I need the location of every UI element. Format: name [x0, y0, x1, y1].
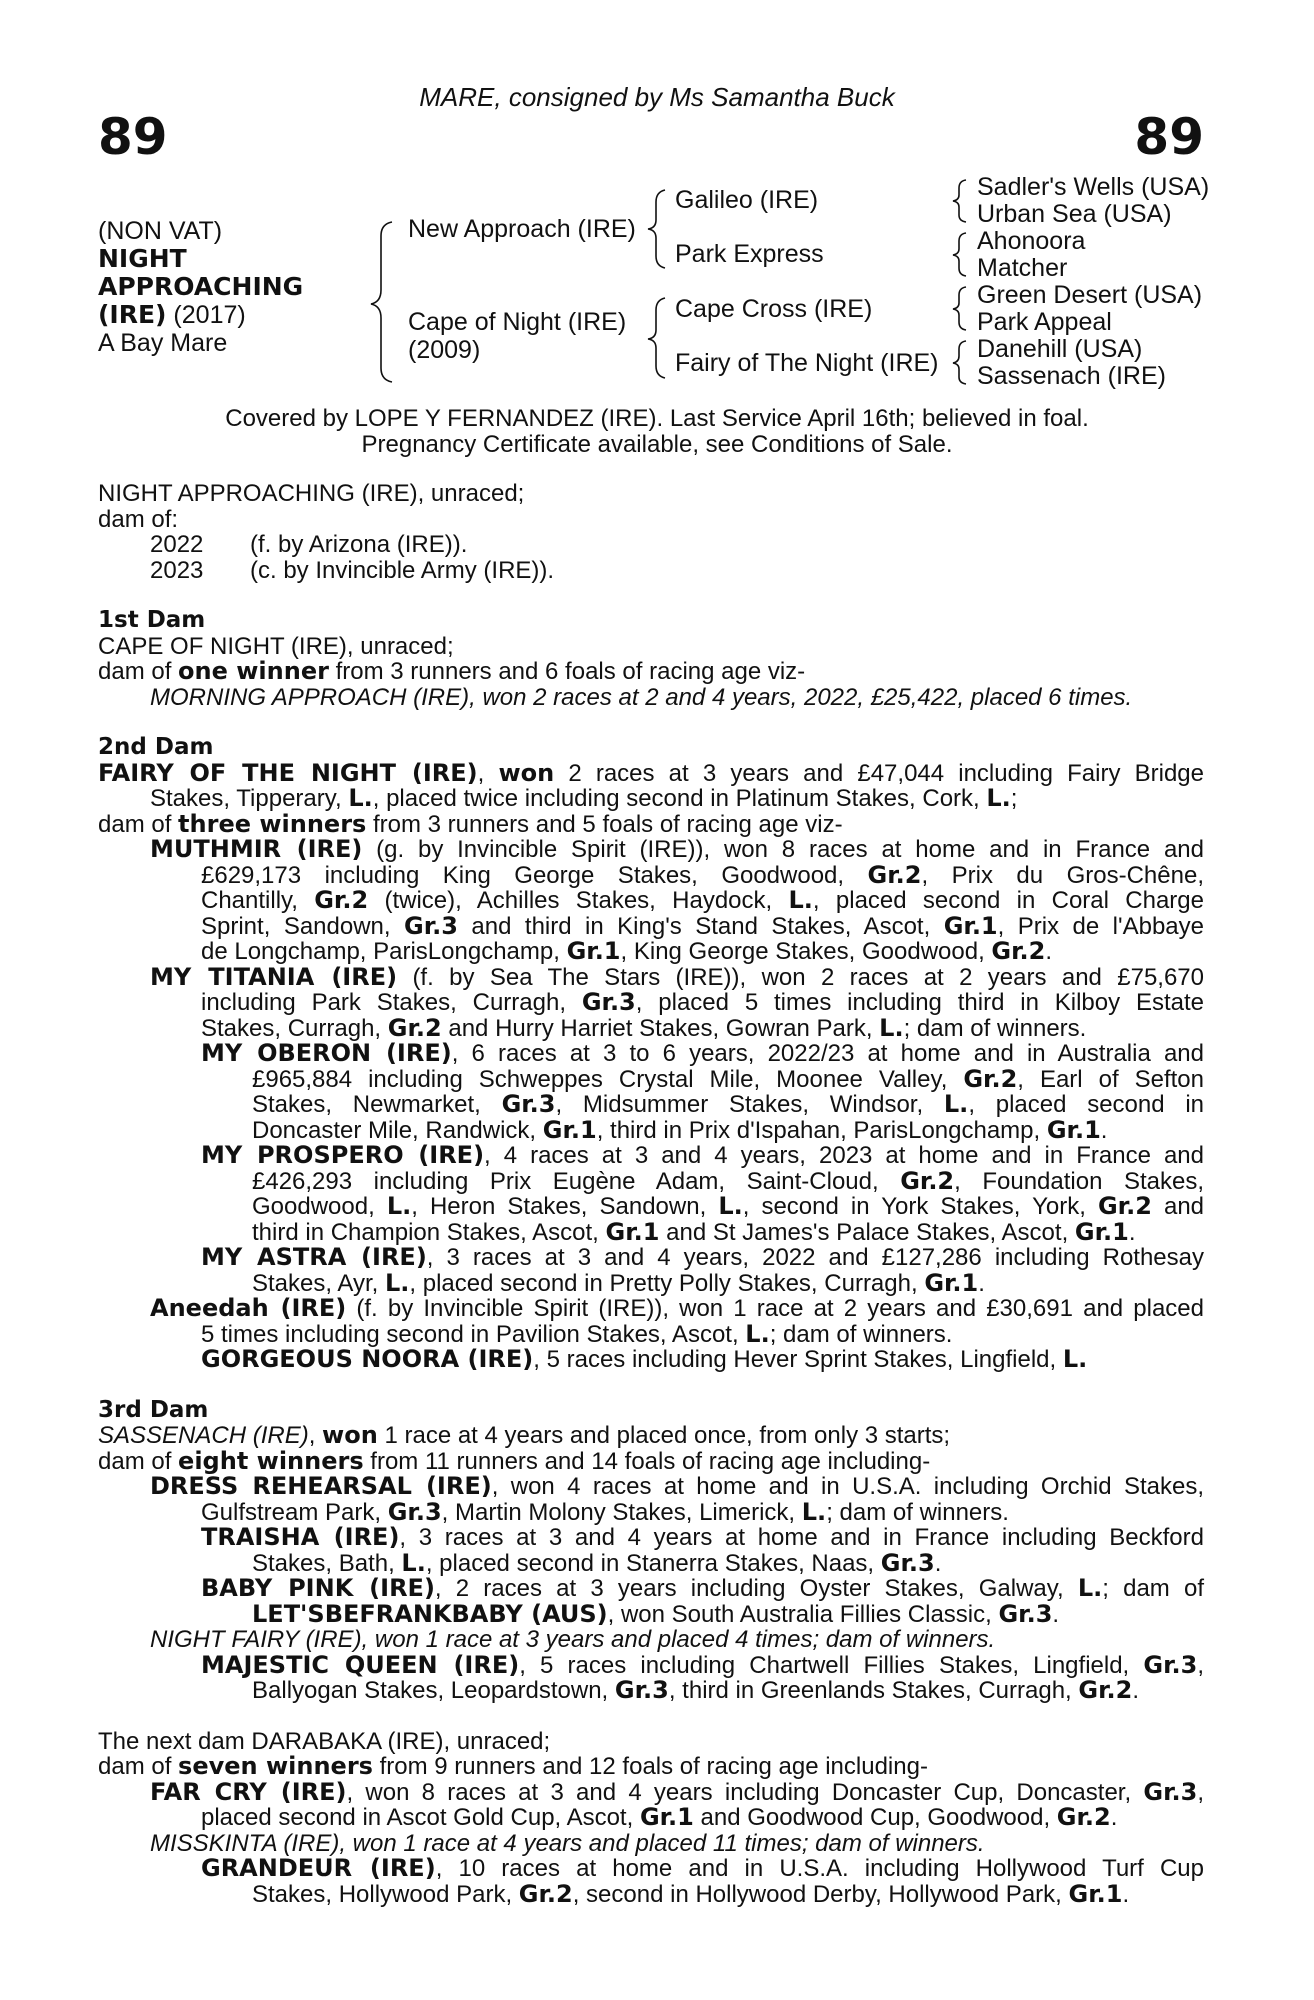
bold-text: GRANDEUR (IRE) — [201, 1854, 436, 1882]
text-segment: and Hurry Harriet Stakes, Gowran Park, — [441, 1014, 880, 1042]
bold-text: Gr.2 — [991, 937, 1046, 965]
next-dam-line: The next dam DARABAKA (IRE), unraced; — [98, 1727, 551, 1755]
text-segment: dam of — [98, 1753, 179, 1780]
text-segment: from 11 runners and 14 foals of racing age including- — [363, 1447, 931, 1475]
text-segment: , 5 races including Hever Sprint Stakes, Lingfield, — [533, 1346, 1063, 1373]
sd-sire: Ahonoora — [977, 227, 1086, 255]
text-segment: , Prix de l'Abbaye — [997, 912, 1204, 940]
bold-text: L. — [788, 886, 813, 914]
dam: Cape of Night (IRE) — [408, 308, 627, 336]
text-segment: third in Champion Stakes, Ascot, — [252, 1218, 606, 1246]
text-segment: from 3 runners and 5 foals of racing age viz- — [366, 810, 843, 838]
produce-entry — [98, 1041, 1204, 1067]
first-dam-line: CAPE OF NIGHT (IRE), unraced; — [98, 632, 454, 660]
produce-entry: NIGHT FAIRY (IRE), won 1 race at 3 years and placed 4 times; dam of winners. — [150, 1626, 996, 1653]
bold-text: MY OBERON (IRE) — [201, 1039, 452, 1067]
bold-text: Gr.1 — [943, 911, 998, 940]
text-segment: (f. by Sea The Stars (IRE)), won 2 races at 2 years and £75,670 — [397, 963, 1205, 991]
text-segment: , Midsummer Stakes, Windsor, — [555, 1091, 944, 1118]
text-segment: Gulfstream Park, — [201, 1498, 388, 1526]
text-segment: , Foundation Stakes, — [954, 1167, 1204, 1195]
text-segment: (twice), Achilles Stakes, Haydock, — [368, 887, 789, 914]
ds-sire: Green Desert (USA) — [977, 281, 1203, 309]
text-segment: Ballyogan Stakes, Leopardstown, — [252, 1677, 615, 1704]
first-dam-produce: MORNING APPROACH (IRE), won 2 races at 2 and 4 years, 2022, £25,422, placed 6 times. — [150, 683, 1133, 711]
bold-text: TRAISHA (IRE) — [201, 1523, 400, 1551]
produce-entry-cont — [98, 1678, 1204, 1704]
sd-dam: Matcher — [977, 254, 1068, 282]
produce-entry — [98, 1143, 1204, 1169]
text-segment: £426,293 including Prix Eugène Adam, Saint-Cloud, — [252, 1167, 901, 1195]
text-segment: . — [934, 1549, 942, 1577]
text-segment: Stakes, Curragh, — [201, 1014, 388, 1042]
text-segment: ; dam of — [1102, 1575, 1204, 1602]
bold-text: one winner — [178, 657, 329, 685]
text-segment: , 2 races at 3 years including Oyster Stakes, Galway, — [434, 1575, 1078, 1602]
produce-entry-cont — [98, 1497, 1204, 1526]
text-segment: Doncaster Mile, Randwick, — [252, 1116, 543, 1144]
text-segment: and third in King's Stand Stakes, Ascot, — [457, 912, 944, 940]
ds-dam: Park Appeal — [977, 308, 1112, 336]
bold-text: Gr.1 — [1074, 1217, 1129, 1246]
produce-entry-cont — [98, 990, 1204, 1016]
bold-text: Gr.1 — [605, 1217, 660, 1246]
text-segment: from 3 runners and 6 foals of racing age viz- — [328, 658, 806, 685]
next-dam-line — [98, 1754, 1204, 1780]
produce-entry-cont — [98, 888, 1204, 914]
produce-entry-cont — [98, 860, 1204, 889]
text-segment: dam of — [98, 810, 179, 838]
bold-text: Gr.2 — [1097, 1192, 1152, 1220]
produce-entry-cont — [98, 1166, 1204, 1195]
bold-text: L. — [718, 1192, 743, 1220]
text-segment: 1 race at 4 years and placed once, from only 3 starts; — [377, 1422, 951, 1449]
produce-entry-cont — [98, 1092, 1204, 1118]
bold-text: LET'SBEFRANKBABY (AUS) — [252, 1599, 608, 1628]
bold-text: L. — [745, 1319, 770, 1348]
produce-entry — [98, 1777, 1204, 1806]
text-segment: and St James's Palace Stakes, Ascot, — [659, 1218, 1075, 1246]
dam-sire: Cape Cross (IRE) — [675, 295, 873, 323]
foaling-year: (2017) — [166, 301, 246, 329]
text-segment: (f. by Invincible Spirit (IRE)), won 1 race at 2 years and £30,691 and placed — [346, 1295, 1204, 1322]
produce-row — [98, 532, 1204, 558]
text-segment: . — [1100, 1116, 1108, 1144]
bold-text: L. — [384, 1268, 410, 1297]
text-segment: , — [477, 759, 499, 787]
text-segment: , 4 races at 3 and 4 years, 2023 at home and in France and — [484, 1142, 1204, 1169]
text-segment: , — [308, 1422, 323, 1449]
bold-text: Gr.2 — [963, 1064, 1018, 1093]
text-segment: , placed second in — [968, 1091, 1205, 1118]
text-segment: , 3 races at 3 and 4 years at home and in France including Beckford — [399, 1524, 1204, 1551]
text-segment: Stakes, Newmarket, — [252, 1091, 502, 1118]
bold-text: Gr.1 — [924, 1268, 979, 1297]
text-segment: , 3 races at 3 and 4 years, 2022 and £127,286 including Rothesay — [426, 1244, 1204, 1271]
horse-name-line-1: NIGHT — [98, 244, 187, 273]
text-segment: and Goodwood Cup, Goodwood, — [693, 1804, 1057, 1831]
produce-entry — [98, 837, 1204, 863]
bold-text: L. — [386, 1192, 412, 1220]
produce-entry — [98, 1474, 1204, 1500]
bold-text: L. — [986, 784, 1011, 812]
text-segment: . — [1132, 1677, 1139, 1704]
covered-line-2: Pregnancy Certificate available, see Conditions of Sale. — [361, 431, 953, 458]
third-dam-line — [98, 1446, 1204, 1475]
bold-text: Gr.1 — [542, 1115, 597, 1144]
text-segment: Goodwood, — [252, 1193, 387, 1220]
bold-text: L. — [348, 784, 373, 812]
text-segment: Chantilly, — [201, 887, 315, 914]
produce-entry-cont — [98, 1115, 1204, 1144]
produce-entry-cont — [98, 1879, 1204, 1908]
text-segment: . — [1122, 1880, 1130, 1908]
produce-entry-cont — [98, 911, 1204, 940]
text-segment: . — [1045, 938, 1053, 965]
bold-text: Gr.2 — [314, 886, 369, 914]
text-segment: dam of — [98, 1447, 179, 1475]
horse-description: A Bay Mare — [98, 329, 228, 357]
bold-text: MY ASTRA (IRE) — [201, 1243, 427, 1271]
bold-text: L. — [879, 1013, 904, 1042]
covered-line-1: Covered by LOPE Y FERNANDEZ (IRE). Last Service April 16th; believed in foal. — [225, 405, 1089, 432]
bold-text: L. — [1062, 1345, 1088, 1373]
text-segment: , third in Prix d'Ispahan, ParisLongchamp, — [596, 1116, 1047, 1144]
produce-entry-cont — [98, 1599, 1204, 1628]
text-segment: . — [978, 1269, 985, 1297]
sire-sire: Galileo (IRE) — [675, 186, 819, 214]
ss-dam: Urban Sea (USA) — [977, 200, 1172, 228]
second-dam-heading: 2nd Dam — [98, 734, 214, 760]
bold-text: three winners — [178, 809, 367, 838]
bold-text: Gr.1 — [639, 1803, 694, 1831]
second-dam-line — [98, 809, 1204, 838]
produce-desc: (c. by Invincible Army (IRE)). — [250, 556, 555, 584]
produce-year: 2022 — [150, 531, 204, 558]
text-segment: , placed second in Coral Charge — [812, 887, 1204, 914]
produce-entry: MISSKINTA (IRE), won 1 race at 4 years and placed 11 times; dam of winners. — [150, 1829, 985, 1857]
text-segment: £629,173 including King George Stakes, Goodwood, — [201, 861, 868, 889]
second-dam-line — [98, 758, 1204, 787]
vat-status: (NON VAT) — [98, 217, 223, 245]
produce-desc: (f. by Arizona (IRE)). — [250, 531, 468, 558]
text-segment: , placed 5 times including third in Kilboy Estate — [635, 989, 1204, 1016]
bold-text: MAJESTIC QUEEN (IRE) — [201, 1650, 520, 1679]
produce-intro: NIGHT APPROACHING (IRE), unraced; — [98, 480, 525, 507]
text-segment: , — [1197, 1651, 1204, 1679]
text-segment: , placed second in Pretty Polly Stakes, Curragh, — [409, 1269, 925, 1297]
bold-text: Gr.3 — [581, 988, 636, 1016]
produce-entry — [98, 1525, 1204, 1551]
text-segment: ; dam of winners. — [769, 1320, 953, 1348]
bold-text: Gr.2 — [387, 1013, 442, 1042]
bold-text: Gr.3 — [387, 1497, 442, 1526]
text-segment: £965,884 including Schweppes Crystal Mile, Moonee Valley, — [252, 1065, 964, 1093]
bold-text: L. — [943, 1090, 969, 1118]
bold-text: Gr.3 — [998, 1599, 1053, 1628]
produce-entry-cont — [98, 939, 1204, 965]
first-dam-line — [98, 659, 1204, 685]
text-segment: , — [1197, 1778, 1204, 1806]
bold-text: Gr.2 — [867, 860, 922, 889]
consignor-header: MARE, consigned by Ms Samantha Buck — [419, 82, 895, 112]
bold-text: Gr.3 — [1143, 1650, 1198, 1679]
bold-text: MUTHMIR (IRE) — [150, 835, 363, 863]
text-segment: , won 4 races at home and in U.S.A. including Orchid Stakes, — [491, 1473, 1204, 1500]
text-segment: placed second in Ascot Gold Cup, Ascot, — [201, 1804, 640, 1831]
text-segment: , Martin Molony Stakes, Limerick, — [441, 1498, 802, 1526]
text-segment: Stakes, Ayr, — [252, 1269, 385, 1297]
bold-text: L. — [1077, 1574, 1103, 1602]
catalogue-text — [98, 481, 1204, 1907]
bold-text: Gr.2 — [1078, 1676, 1133, 1704]
text-segment: , second in York Stakes, York, — [742, 1193, 1098, 1220]
produce-entry — [98, 962, 1205, 991]
bold-text: won — [322, 1421, 378, 1449]
text-segment: Sprint, Sandown, — [201, 912, 405, 940]
text-segment: , won South Australia Fillies Classic, — [607, 1600, 999, 1628]
text-segment: 5 times including second in Pavilion Stakes, Ascot, — [201, 1320, 746, 1348]
produce-entry — [98, 1296, 1204, 1322]
produce-entry-cont — [98, 1319, 1204, 1348]
bold-text: Gr.2 — [1056, 1803, 1111, 1831]
text-segment: . — [1052, 1600, 1060, 1628]
bold-text: DRESS REHEARSAL (IRE) — [150, 1472, 492, 1500]
text-segment: ; — [1010, 785, 1018, 812]
horse-name-line-2: APPROACHING — [98, 272, 304, 301]
text-segment: from 9 runners and 12 foals of racing age including- — [372, 1753, 928, 1780]
produce-entry — [98, 1347, 1204, 1373]
text-segment: and — [1151, 1193, 1205, 1220]
third-dam-line — [98, 1423, 1204, 1449]
bold-text: won — [498, 758, 555, 787]
produce-year: 2023 — [150, 556, 204, 584]
produce-entry-cont — [98, 1548, 1204, 1577]
first-dam-heading: 1st Dam — [98, 607, 206, 633]
dd-dam: Sassenach (IRE) — [977, 362, 1166, 390]
produce-entry-cont — [98, 1268, 1204, 1297]
text-segment: , Earl of Sefton — [1017, 1065, 1204, 1093]
dam-dam: Fairy of The Night (IRE) — [675, 349, 939, 377]
text-segment: . — [1110, 1804, 1118, 1831]
text-segment: Stakes, Bath, — [252, 1549, 402, 1577]
bold-text: Aneedah (IRE) — [150, 1294, 347, 1322]
bold-text: FAIRY OF THE NIGHT (IRE) — [98, 758, 478, 787]
bold-text: GORGEOUS NOORA (IRE) — [201, 1345, 534, 1373]
text-segment: , placed second in Stanerra Stakes, Naas, — [425, 1549, 881, 1577]
dam-year: (2009) — [408, 336, 481, 364]
text-segment: , third in Greenlands Stakes, Curragh, — [668, 1677, 1079, 1704]
produce-dam-of: dam of: — [98, 505, 179, 533]
text-segment: SASSENACH (IRE) — [98, 1422, 309, 1449]
sire: New Approach (IRE) — [408, 215, 636, 243]
text-segment: , 5 races including Chartwell Fillies Stakes, Lingfield, — [519, 1651, 1144, 1679]
third-dam-heading: 3rd Dam — [98, 1396, 209, 1423]
bold-text: MY PROSPERO (IRE) — [201, 1141, 485, 1169]
dd-sire: Danehill (USA) — [977, 335, 1143, 363]
bold-text: Gr.3 — [404, 911, 458, 940]
lot-number-right: 89 — [1134, 108, 1204, 166]
bold-text: Gr.2 — [518, 1879, 573, 1908]
bold-text: BABY PINK (IRE) — [201, 1574, 435, 1602]
produce-entry-cont — [98, 1217, 1204, 1246]
bold-text: Gr.2 — [900, 1166, 955, 1195]
text-segment: ; dam of winners. — [903, 1014, 1087, 1042]
produce-entry — [98, 1856, 1204, 1882]
text-segment: 2 races at 3 years and £47,044 including Fairy Bridge — [554, 759, 1204, 787]
produce-entry-cont — [98, 1805, 1204, 1831]
text-segment: , second in Hollywood Derby, Hollywood Park, — [572, 1880, 1069, 1908]
text-segment: . — [1128, 1218, 1136, 1246]
bold-text: Gr.1 — [1068, 1879, 1123, 1908]
bold-text: Gr.1 — [566, 937, 621, 965]
text-segment: , placed twice including second in Platinum Stakes, Cork, — [372, 785, 987, 812]
produce-entry — [98, 1576, 1204, 1602]
bold-text: Gr.3 — [880, 1548, 935, 1577]
produce-row — [98, 558, 1204, 584]
produce-entry — [98, 1650, 1204, 1679]
text-segment: Stakes, Hollywood Park, — [252, 1880, 519, 1908]
produce-entry-cont — [98, 1013, 1204, 1042]
text-segment: , Prix du Gros-Chêne, — [921, 861, 1204, 889]
text-segment: de Longchamp, ParisLongchamp, — [201, 938, 567, 965]
bold-text: Gr.3 — [614, 1676, 669, 1704]
produce-entry-cont — [98, 1194, 1204, 1220]
bold-text: MY TITANIA (IRE) — [150, 962, 398, 991]
text-segment: including Park Stakes, Curragh, — [201, 989, 582, 1016]
text-segment: (g. by Invincible Spirit (IRE)), won 8 races at home and in France and — [362, 836, 1204, 863]
produce-entry — [98, 1245, 1204, 1271]
lot-number-left: 89 — [98, 108, 168, 166]
text-segment: , won 8 races at 3 and 4 years including Doncaster Cup, Doncaster, — [346, 1778, 1144, 1806]
produce-entry-cont — [98, 1064, 1204, 1093]
bold-text: L. — [801, 1497, 827, 1526]
text-segment: , 6 races at 3 to 6 years, 2022/23 at home and in Australia and — [451, 1040, 1204, 1067]
text-segment: , Heron Stakes, Sandown, — [411, 1193, 719, 1220]
sire-dam: Park Express — [675, 240, 824, 268]
bold-text: Gr.3 — [1143, 1777, 1198, 1806]
text-segment: , King George Stakes, Goodwood, — [620, 938, 992, 965]
text-segment: dam of — [98, 658, 179, 685]
text-segment: ; dam of winners. — [826, 1498, 1009, 1526]
ss-sire: Sadler's Wells (USA) — [977, 173, 1210, 201]
text-segment: , 10 races at home and in U.S.A. including Hollywood Turf Cup — [435, 1855, 1204, 1882]
second-dam-line — [98, 786, 1204, 812]
horse-name-line-3: (IRE) — [98, 300, 167, 329]
bold-text: seven winners — [178, 1752, 373, 1780]
bold-text: eight winners — [178, 1446, 364, 1475]
bold-text: Gr.1 — [1046, 1115, 1101, 1144]
bold-text: FAR CRY (IRE) — [150, 1777, 347, 1806]
text-segment: Stakes, Tipperary, — [150, 785, 349, 812]
bold-text: L. — [401, 1548, 426, 1577]
bold-text: Gr.3 — [501, 1090, 556, 1118]
